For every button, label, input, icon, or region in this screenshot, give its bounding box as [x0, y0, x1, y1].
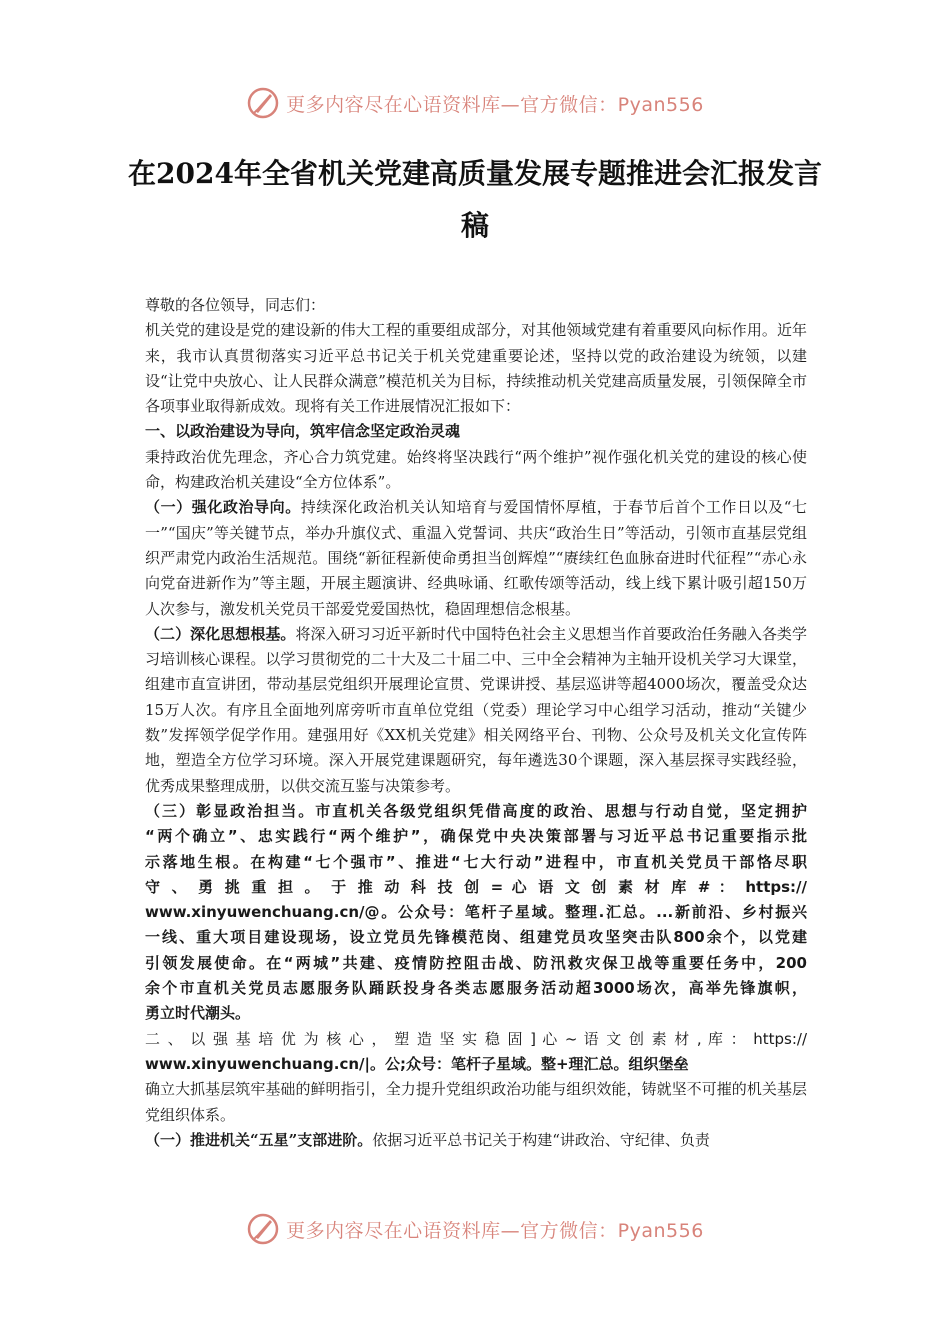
section1-item3-line: 引领发展使命。在“两城”共建、疫情防控阻击战、防汛救灾保卫战等重要任务中，200 [145, 953, 807, 972]
document-body [145, 293, 807, 1153]
section1-item3-line: 一线、重大项目建设现场，设立党员先锋模范岗、组建党员攻坚突击队800余个，以党建 [145, 928, 807, 947]
greeting: 尊敬的各位领导，同志们： [145, 296, 326, 314]
section1-item1-text: 持续深化政治机关认知培育与爱国情怀厚植，于春节后首个工作日以及“七一”“国庆”等关键节点，举办升旗仪式、重温入党誓词、共庆“政治生日”等活动，引领市直基层党组织严肃党内政治生活规范。围绕“新征程新使命勇担当创辉煌”“赓续红色血脉奋进时代征程”“赤心永向党奋进新作为”等主题，开展主题演讲、经典咏诵、红歌传颂等活动，线上线下累计吸引超150万人次参与，激发机关党员干部爱党爱国热忱，稳固理想信念根基。 [145, 498, 807, 618]
quill-pen-logo-icon [246, 86, 280, 120]
section1-item2-text: 将深入研习习近平新时代中国特色社会主义思想当作首要政治任务融入各类学习培训核心课程。以学习贯彻党的二十大及二十届二中、三中全会精神为主轴开设机关学习大课堂，组建市直宣讲团，带动基层党组织开展理论宣贯、党课讲授、基层巡讲等超4000场次，覆盖受众达15万人次。有序且全面地列席旁听市直单位党组（党委）理论学习中心组学习活动，推动“关键少数”发挥领学促学作用。建强用好《XX机关党建》相关网络平台、刊物、公众号及机关文化宣传阵地，塑造全方位学习环境。深入开展党建课题研究，每年遴选30个课题，深入基层探寻实践经验，优秀成果整理成册，以供交流互鉴与决策参考。 [145, 624, 807, 795]
section1-item2 [145, 622, 807, 799]
section1-item3-line: “两个确立”、忠实践行“两个维护”，确保党中央决策部署与习近平总书记重要指示批 [145, 827, 807, 846]
section1-item1 [145, 495, 807, 621]
section2-item1 [145, 1128, 807, 1153]
section2-heading-line: 二 、 以 强 基 培 优 为 核 心 ， 塑 造 坚 实 稳 固 ] 心 ~ 语 文 创 素 材 , 库 ： https:// [145, 1029, 807, 1048]
watermark-text: 更多内容尽在心语资料库—官方微信：Pyan556 [286, 1219, 704, 1242]
section1-item3-line: 勇立时代潮头。 [145, 1004, 251, 1023]
section1-item3-line: 守 、 勇 挑 重 担 。 于 推 动 科 技 创 = 心 语 文 创 素 材 库 # ： https:// [145, 877, 807, 896]
section2-item1-lead: （一）推进机关“五星”支部进阶。 [145, 1130, 373, 1149]
watermark-text: 更多内容尽在心语资料库—官方微信：Pyan556 [286, 93, 704, 116]
section1-item3-line: 余个市直机关党员志愿服务队踊跃投身各类志愿服务活动超3000场次，高举先锋旗帜， [145, 979, 807, 998]
section1-item3-line: 示落地生根。在构建“七个强市”、推进“七大行动”进程中，市直机关党员干部恪尽职 [145, 852, 807, 871]
quill-pen-logo-icon [246, 1212, 280, 1246]
section2-intro: 确立大抓基层筑牢基础的鲜明指引，全力提升党组织政治功能与组织效能，铸就坚不可摧的机关基层党组织体系。 [145, 1080, 807, 1124]
section1-item2-lead: （二）深化思想根基。 [145, 624, 296, 643]
section1-intro: 秉持政治优先理念，齐心合力筑党建。始终将坚决践行“两个维护”视作强化机关党的建设的核心使命，构建政治机关建设“全方位体系”。 [145, 447, 807, 492]
section1-item3-line: www.xinyuwenchuang.cn/@。公众号：笔杆子星域。整理.汇总。...新前沿、乡村振兴 [145, 903, 807, 922]
section2-heading-line: www.xinyuwenchuang.cn/|。公;众号：笔杆子星域。整+理汇总。组织堡垒 [145, 1054, 689, 1073]
section1-heading: 一、以政治建设为导向，筑牢信念坚定政治灵魂 [145, 422, 461, 441]
watermark-banner-top [0, 86, 950, 120]
section1-item1-lead: （一）强化政治导向。 [145, 498, 301, 517]
document-title: 在2024年全省机关党建高质量发展专题推进会汇报发言稿 [128, 157, 822, 242]
intro-paragraph: 机关党的建设是党的建设新的伟大工程的重要组成部分，对其他领域党建有着重要风向标作用。近年来，我市认真贯彻落实习近平总书记关于机关党建重要论述，坚持以党的政治建设为统领，以建设“让党中央放心、让人民群众满意”模范机关为目标，持续推动机关党建高质量发展，引领保障全市各项事业取得新成效。现将有关工作进展情况汇报如下： [145, 321, 807, 416]
section2-item1-text: 依据习近平总书记关于构建“讲政治、守纪律、负责 [372, 1130, 710, 1149]
watermark-banner-bottom [0, 1212, 950, 1246]
section1-item3-line: （三）彰显政治担当。市直机关各级党组织凭借高度的政治、思想与行动自觉，坚定拥护 [145, 801, 807, 820]
